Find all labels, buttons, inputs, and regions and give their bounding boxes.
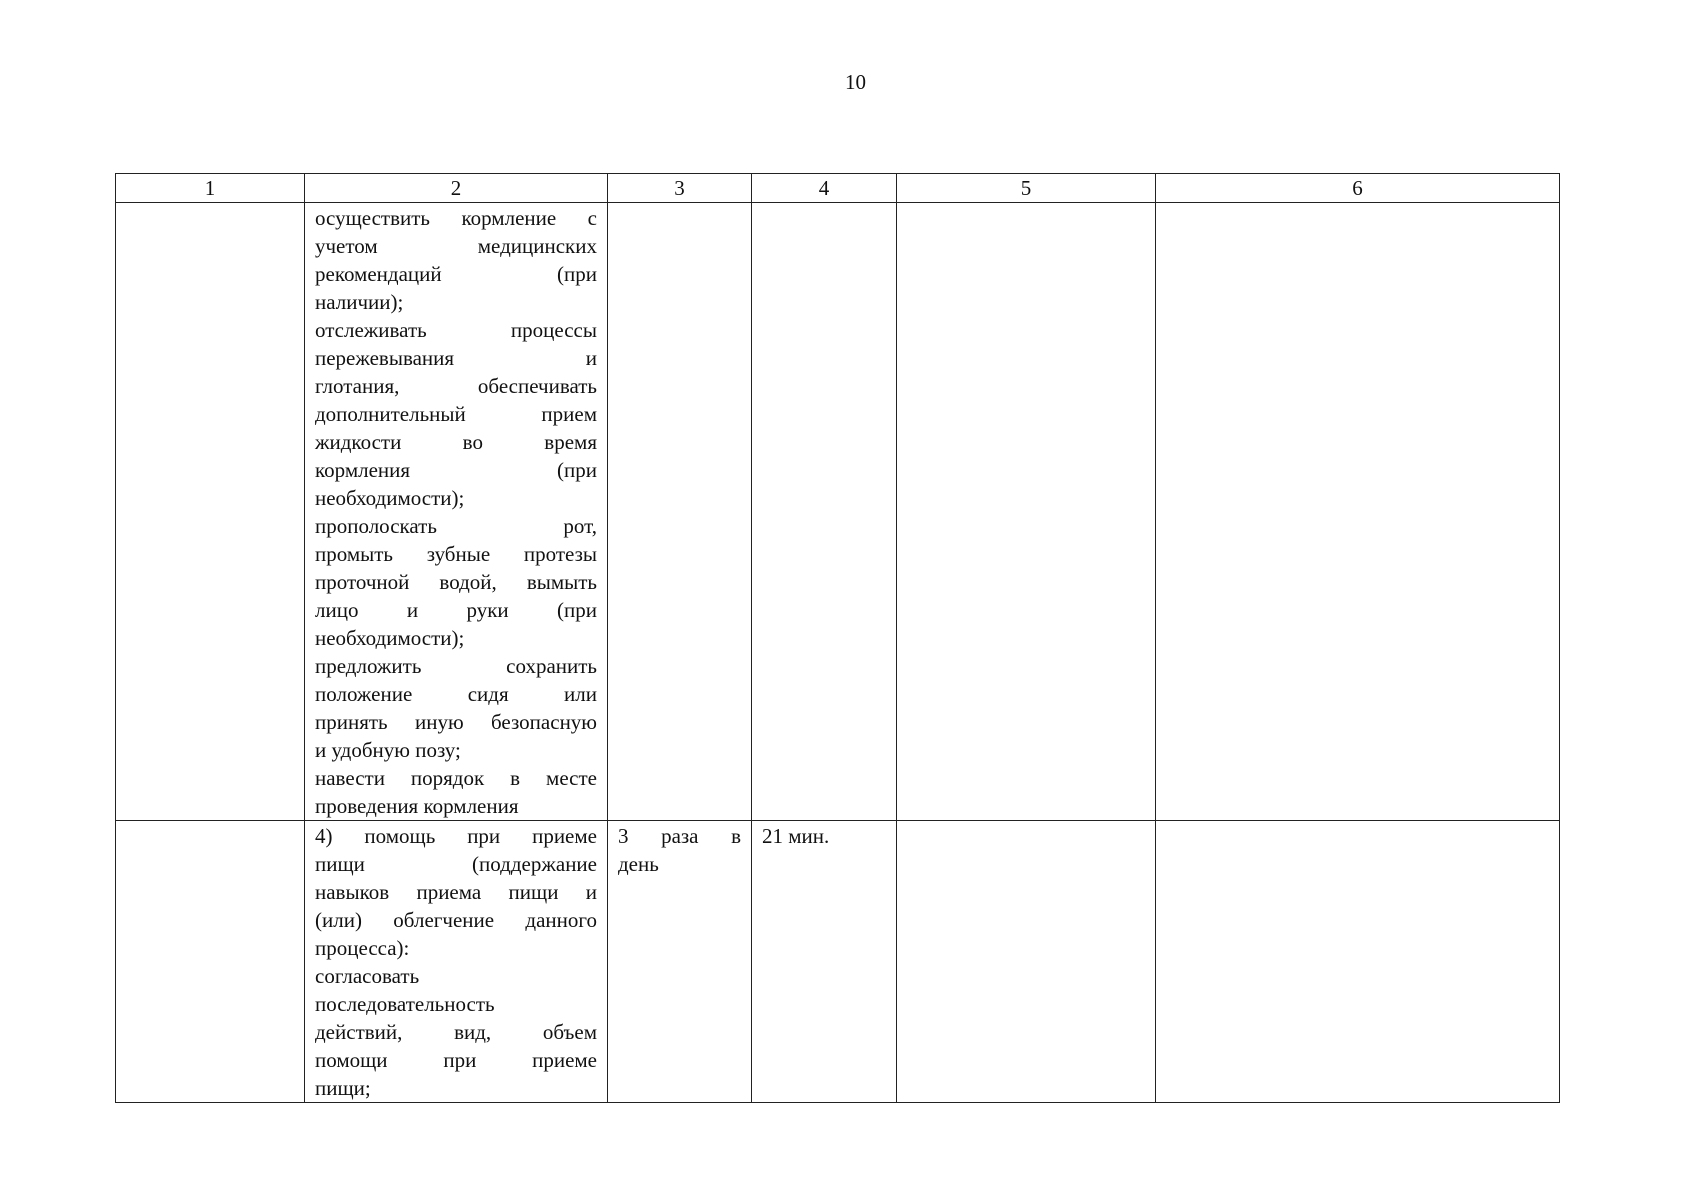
text-line: пищи (поддержание	[315, 852, 597, 876]
text-line: и удобную позу;	[315, 738, 461, 762]
text-line: (или) облегчение данного	[315, 908, 597, 932]
table-row	[116, 203, 1560, 821]
text-line: день	[618, 852, 659, 876]
text-line: навыков приема пищи и	[315, 880, 597, 904]
row1-col1-cell	[116, 203, 305, 821]
row1-col6-cell	[1156, 203, 1560, 821]
text-line: промыть зубные протезы	[315, 542, 597, 566]
text-line: необходимости);	[315, 626, 465, 650]
text-line: процесса):	[315, 936, 410, 960]
text-line: лицо и руки (при	[315, 598, 597, 622]
text-line: прополоскать рот,	[315, 514, 597, 538]
row2-description	[305, 821, 607, 1102]
table-row	[116, 821, 1560, 1103]
page-number: 10	[845, 70, 866, 94]
column-header-5: 5	[897, 174, 1156, 203]
text-line: проведения кормления	[315, 794, 519, 818]
column-header-1: 1	[116, 174, 305, 203]
text-line: пищи;	[315, 1076, 371, 1100]
table-header-row	[116, 174, 1560, 203]
text-line: дополнительный прием	[315, 402, 597, 426]
text-line: кормления (при	[315, 458, 597, 482]
text-line: рекомендаций (при	[315, 262, 597, 286]
text-line: предложить сохранить	[315, 654, 597, 678]
text-line: 3 раза в	[618, 824, 741, 848]
row2-col3-cell	[608, 821, 752, 1103]
text-line: 4) помощь при приеме	[315, 824, 597, 848]
text-line: принять иную безопасную	[315, 710, 597, 734]
row2-col1-cell	[116, 821, 305, 1103]
row2-col5-cell	[897, 821, 1156, 1103]
column-header-3: 3	[608, 174, 752, 203]
row1-col5-cell	[897, 203, 1156, 821]
row1-description	[305, 203, 607, 820]
row1-col4-cell	[752, 203, 897, 821]
text-line: осуществить кормление с	[315, 206, 597, 230]
text-line: действий, вид, объем	[315, 1020, 597, 1044]
column-header-2: 2	[305, 174, 608, 203]
text-line: положение сидя или	[315, 682, 597, 706]
text-line: жидкости во время	[315, 430, 597, 454]
service-table	[115, 173, 1560, 1103]
row1-col2-cell	[305, 203, 608, 821]
text-line: необходимости);	[315, 486, 465, 510]
text-line: последовательность	[315, 992, 495, 1016]
row2-duration: 21 мин.	[762, 824, 830, 848]
text-line: помощи при приеме	[315, 1048, 597, 1072]
column-header-4: 4	[752, 174, 897, 203]
text-line: навести порядок в месте	[315, 766, 597, 790]
row2-frequency	[608, 821, 751, 878]
text-line: пережевывания и	[315, 346, 597, 370]
row2-col4-cell	[752, 821, 897, 1103]
row1-col3-cell	[608, 203, 752, 821]
row2-col6-cell	[1156, 821, 1560, 1103]
text-line: согласовать	[315, 964, 420, 988]
text-line: отслеживать процессы	[315, 318, 597, 342]
text-line: наличии);	[315, 290, 404, 314]
column-header-6: 6	[1156, 174, 1560, 203]
text-line: проточной водой, вымыть	[315, 570, 597, 594]
text-line: глотания, обеспечивать	[315, 374, 597, 398]
row2-col2-cell	[305, 821, 608, 1103]
text-line: учетом медицинских	[315, 234, 597, 258]
